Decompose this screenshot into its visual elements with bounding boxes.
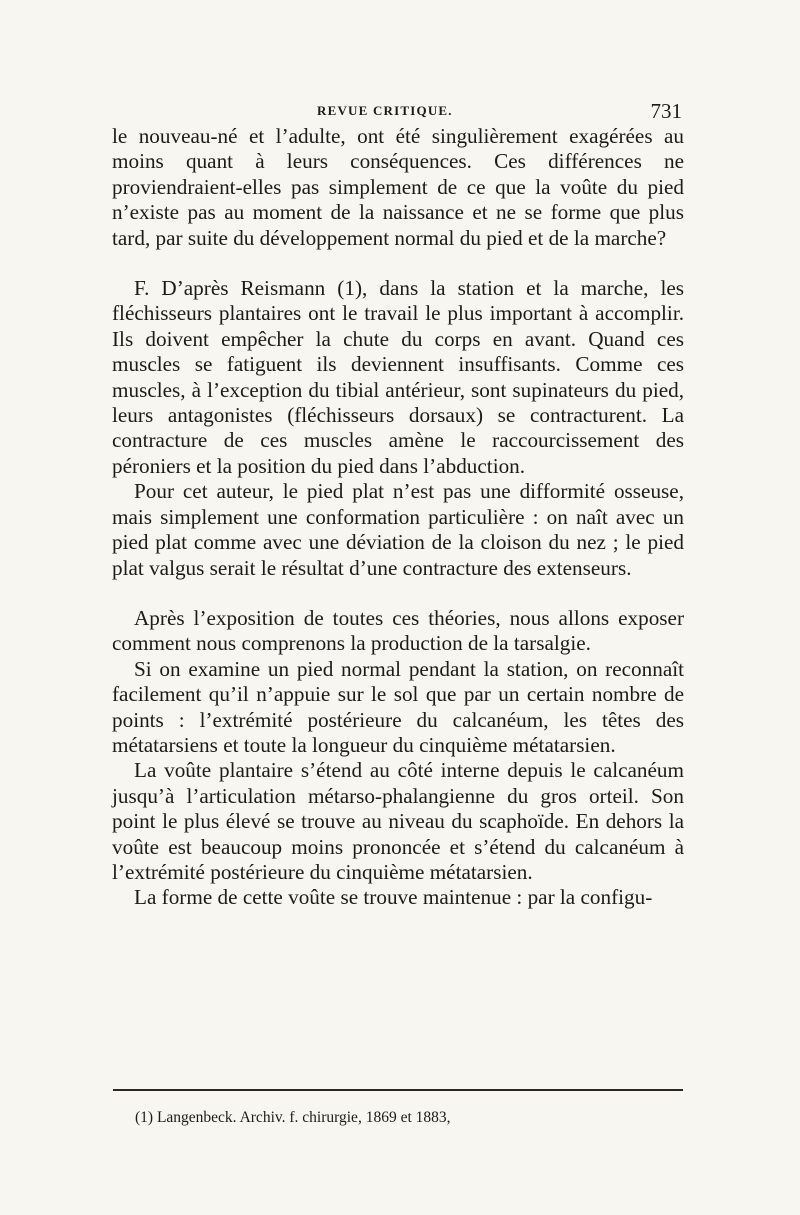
body-text: [112, 124, 684, 911]
paragraph-continuation: le nouveau-né et l’adulte, ont été singulièrement exagérées au moins quant à leurs conséquences. Ces différences ne proviendraient-elles pas simplement de ce que la voûte du pied n’existe pas au moment de la naissance et ne se forme que plus tard, par suite du développement normal du pied et de la marche?: [112, 124, 684, 250]
paragraph-station: Si on examine un pied normal pendant la station, on reconnaît facilement qu’il n’appuie sur le sol que par un certain nombre de points : l’extrémité postérieure du calcanéum, les têtes des métatarsiens et toute la longueur du cinquième métatarsien.: [112, 656, 684, 757]
paragraph-forme: La forme de cette voûte se trouve maintenue : par la configu-: [134, 885, 653, 910]
paragraph-reismann: F. D’après Reismann (1), dans la station et la marche, les fléchisseurs plantaires ont le travail le plus important à accomplir. Ils doivent empêcher la chute du corps en avant. Quand ces muscles se fatiguent ils deviennent insuffisants. Comme ces muscles, à l’exception du tibial antérieur, sont supinateurs du pied, leurs antagonistes (fléchisseurs dorsaux) se contracturent. La contracture de ces muscles amène le raccourcissement des péroniers et la position du pied dans l’abduction.: [112, 276, 684, 478]
paragraph-voute: La voûte plantaire s’étend au côté interne depuis le calcanéum jusqu’à l’articulation métarso-phalangienne du gros orteil. Son point le plus élevé se trouve au niveau du scaphoïde. En dehors la voûte est beaucoup moins prononcée et s’étend du calcanéum à l’extrémité postérieure du cinquième métatarsien.: [112, 758, 684, 884]
footnote: (1) Langenbeck. Archiv. f. chirurgie, 1869 et 1883,: [135, 1109, 451, 1126]
running-head: [112, 99, 682, 123]
running-title: REVUE CRITIQUE.: [317, 103, 453, 118]
footnote-divider: [113, 1089, 683, 1091]
paragraph-theories: Après l’exposition de toutes ces théories, nous allons exposer comment nous comprenons la production de la tarsalgie.: [112, 605, 684, 656]
paragraph-pied-plat: Pour cet auteur, le pied plat n’est pas une difformité osseuse, mais simplement une conformation particulière : on naît avec un pied plat comme avec une déviation de la cloison du nez ; le pied plat valgus serait le résultat d’une contracture des extenseurs.: [112, 479, 684, 580]
page-number: 731: [650, 99, 682, 123]
